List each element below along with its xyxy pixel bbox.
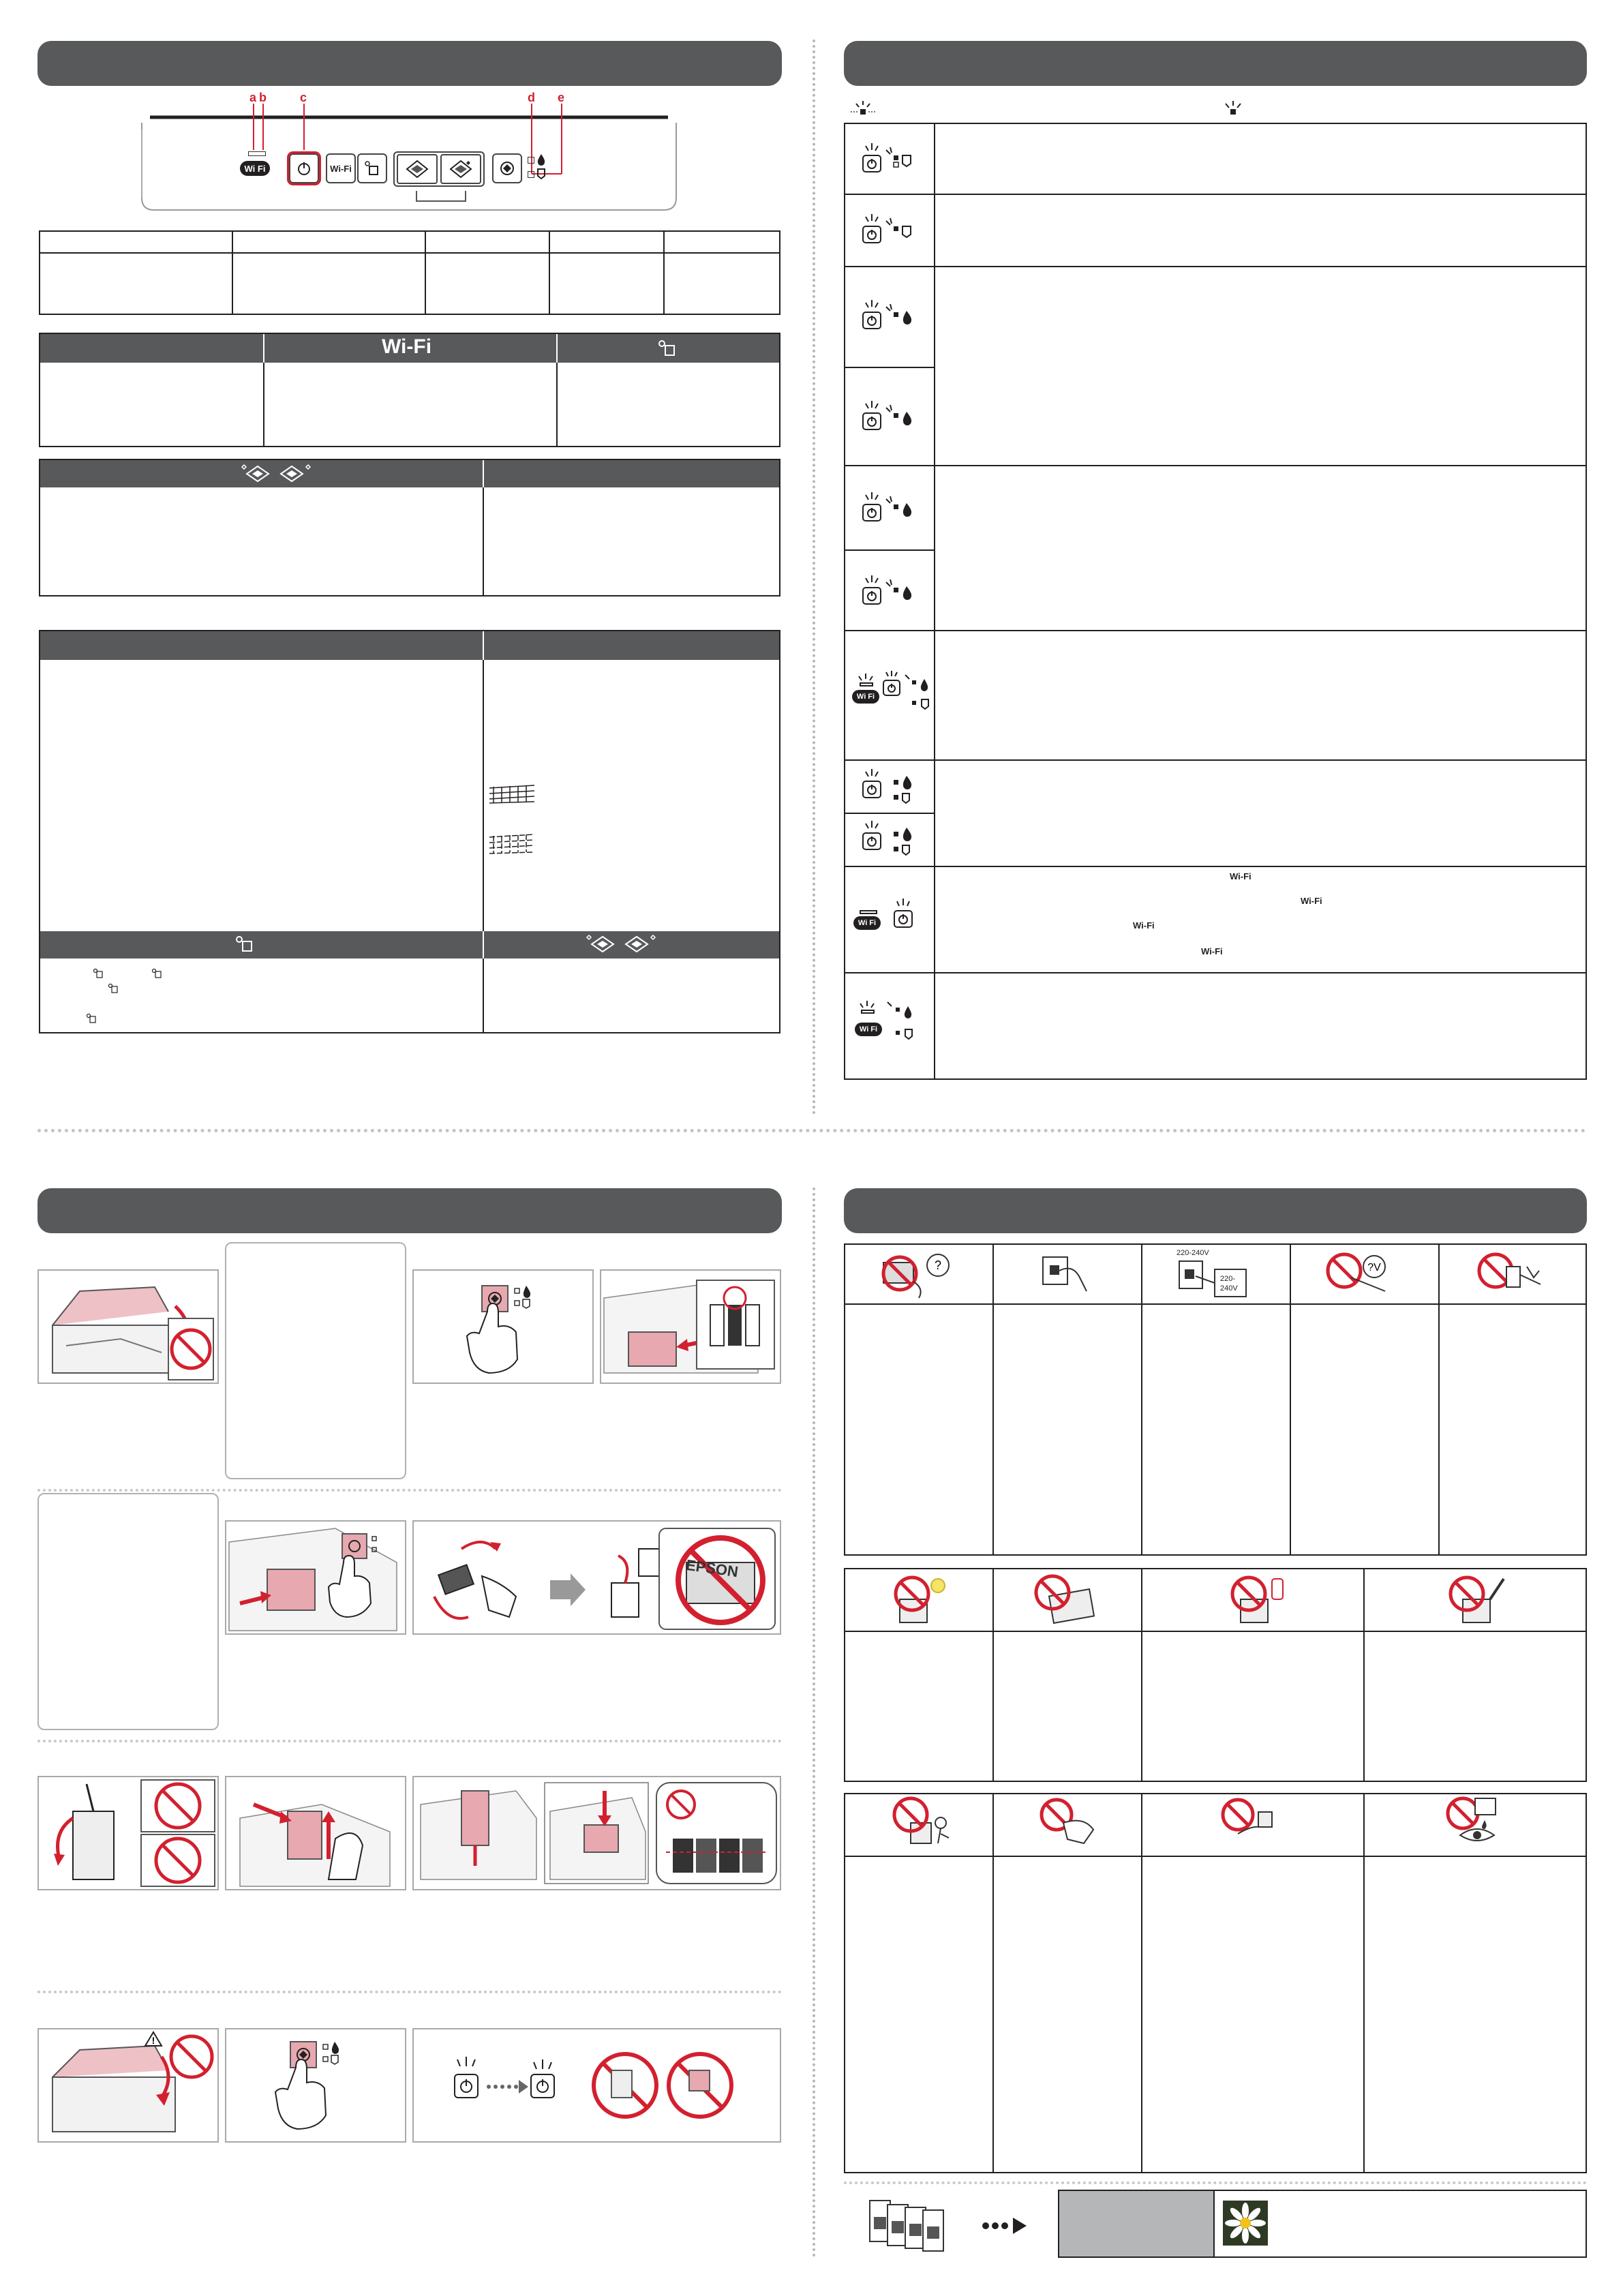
status-wifi-badge: Wi Fi [852, 690, 879, 704]
step-divider [37, 1740, 782, 1742]
paper-light [528, 171, 534, 178]
no-opening-covers-icon [1442, 1572, 1511, 1627]
wifi-logo: Wi Fi [240, 161, 270, 176]
step-open-scanner-illustration [37, 1269, 219, 1384]
voltage-plate-line-2: 240V [1220, 1284, 1238, 1293]
color-copy-icon [449, 160, 472, 179]
paper-icon [536, 168, 546, 180]
cartridge-brand-text: EPSON [684, 1556, 740, 1581]
section-header-safety [844, 1188, 1587, 1233]
unplug-icon [1039, 1250, 1093, 1298]
light-table [39, 230, 780, 315]
power-icon [297, 161, 312, 176]
bottom-divider [844, 2181, 1587, 2184]
step-close-scanner-illustration [37, 2028, 219, 2143]
status-wifi-badge: Wi Fi [853, 916, 881, 930]
status-icon-power-ink [860, 489, 917, 525]
step-divider [37, 1991, 782, 1993]
network-setup-small-icon [108, 983, 119, 994]
arrow-icon [982, 2216, 1036, 2236]
status-icon-power-paper [860, 211, 917, 247]
section-header-replacing-ink [37, 1188, 782, 1233]
safety-table-2-col [1141, 1568, 1142, 1782]
safety-table-2-col [1363, 1568, 1365, 1782]
status-icon-power-ink-paper [860, 766, 917, 809]
label-d: d [528, 91, 535, 104]
label-a: a [249, 91, 257, 104]
copy-icon [240, 464, 315, 484]
stop-icon [500, 161, 515, 176]
voltage-label: 220-240V [1177, 1249, 1209, 1257]
button-table-1-body-col2 [556, 363, 558, 446]
color-copy-button[interactable] [440, 154, 481, 184]
copy-table-body-col [483, 487, 484, 595]
no-shake-cartridge-icon [1217, 1796, 1286, 1850]
operation-table-header [40, 631, 779, 660]
no-tilted-printer-icon [1032, 1572, 1107, 1627]
step-press-stop-illustration [412, 1269, 594, 1384]
status-wifi-text-3: Wi-Fi [1133, 920, 1155, 931]
status-row-sep [844, 866, 1587, 867]
status-icon-wifi-power-ink-paper [856, 671, 934, 719]
status-icon-power-ink [860, 573, 917, 608]
copy-group-bracket [416, 191, 466, 202]
wps-button[interactable] [357, 153, 387, 183]
ink-light [528, 157, 534, 164]
svg-text:?V: ?V [1367, 1262, 1381, 1273]
button-table-1-body-col1 [263, 363, 264, 446]
safety-table-3-col [1363, 1793, 1365, 2173]
safety-table-1-col [1141, 1243, 1142, 1556]
status-row-sep [844, 759, 1587, 761]
network-setup-icon [364, 160, 380, 177]
flashing-light-icon [849, 100, 877, 117]
status-row-subsep [844, 813, 935, 814]
setup-table-header [40, 931, 779, 958]
network-setup-icon [657, 339, 678, 357]
network-setup-small-icon [93, 968, 104, 979]
step-press-stop-again-illustration [225, 2028, 406, 2143]
status-icon-power-ink [860, 297, 917, 333]
safety-table-3-col [1141, 1793, 1142, 2173]
safety-table-1-col [1290, 1243, 1291, 1556]
network-setup-small-icon [151, 968, 162, 979]
safety-table-1-col [992, 1243, 994, 1556]
safety-table-3-header-rule [844, 1856, 1587, 1857]
copy-table-header [40, 460, 779, 487]
svg-text:!: ! [151, 2035, 155, 2046]
safety-table-3-col [992, 1793, 994, 2173]
operation-table [39, 630, 780, 1033]
status-row-sep [844, 630, 1587, 631]
setup-table-col [483, 931, 484, 958]
status-wifi-text-2: Wi-Fi [1301, 896, 1322, 906]
step-remove-tape-illustration [37, 1776, 219, 1890]
status-wifi-badge: Wi Fi [855, 1023, 882, 1036]
status-wifi-text-1: Wi-Fi [1230, 871, 1252, 881]
power-button[interactable] [289, 153, 319, 183]
no-children-icon [883, 1796, 958, 1850]
section-header-error-indicators [844, 41, 1587, 86]
operation-table-col [483, 631, 484, 661]
status-row-sep [844, 266, 1587, 267]
wifi-column-header: Wi-Fi [382, 335, 432, 358]
genuine-ink-divider [1213, 2191, 1215, 2256]
operation-table-body-col [483, 660, 484, 933]
step-insert-cartridge-illustration [225, 1776, 406, 1890]
status-wifi-text-4: Wi-Fi [1201, 946, 1223, 956]
step-seat-cartridge-illustration [412, 1776, 781, 1890]
status-row-sep [844, 465, 1587, 466]
no-cable-damage-icon [1475, 1250, 1550, 1298]
no-flammable-spray-icon [1224, 1572, 1292, 1627]
flower-image [1223, 2201, 1268, 2246]
network-setup-small-icon [86, 1013, 97, 1024]
column-divider-bottom [813, 1188, 815, 2258]
ink-in-eyes-icon [1440, 1796, 1515, 1850]
copy-icon [585, 934, 660, 954]
light-table-col3 [549, 230, 550, 315]
stop-button[interactable] [492, 153, 522, 183]
nozzle-pattern-ok [488, 784, 536, 804]
setup-table-body-col [483, 958, 484, 1032]
label-b: b [259, 91, 267, 104]
step-divider [37, 1489, 782, 1492]
voltage-plate-line-1: 220- [1220, 1275, 1236, 1283]
no-ink-contact-icon [1036, 1796, 1104, 1850]
no-damaged-cord-icon [877, 1248, 958, 1302]
status-row-sep [844, 194, 1587, 195]
status-icon-power-paper [860, 140, 917, 176]
wifi-button[interactable]: Wi-Fi [326, 153, 356, 183]
page-divider [37, 1129, 1586, 1132]
label-e: e [558, 91, 565, 104]
note-box-1 [225, 1242, 406, 1479]
safety-table-2-col [992, 1568, 994, 1782]
column-divider-top [813, 40, 815, 1115]
safety-table-1-header-rule [844, 1303, 1587, 1305]
light-table-col1 [232, 230, 233, 315]
step-wait-power-illustration [412, 2028, 781, 2143]
status-icon-power-ink-paper [860, 818, 917, 860]
safety-table-1-col [1438, 1243, 1440, 1556]
blinking-light-icon [1222, 100, 1245, 117]
no-wet-hands-plug-icon [1324, 1250, 1399, 1298]
label-c: c [300, 91, 307, 104]
light-table-col2 [425, 230, 426, 315]
bw-copy-button[interactable] [397, 154, 438, 184]
genuine-ink-label-area [1059, 2191, 1213, 2256]
ink-cartridges-icon [866, 2196, 954, 2252]
wifi-indicator-light [248, 151, 266, 156]
light-table-col4 [663, 230, 665, 315]
status-row-subsep [844, 367, 935, 368]
no-sunlight-icon [886, 1572, 954, 1627]
light-table-header-rule [39, 252, 780, 254]
status-row-sep [844, 972, 1587, 973]
status-row-subsep [844, 549, 935, 551]
section-header-control-panel [37, 41, 782, 86]
step-cartridge-position-illustration [600, 1269, 781, 1384]
voltage-plug-icon [1177, 1260, 1252, 1301]
step-move-cartridge-illustration [225, 1520, 406, 1635]
network-setup-icon [234, 935, 255, 953]
status-icon-power-ink [860, 398, 917, 434]
note-box-2 [37, 1493, 219, 1730]
safety-table-2-header-rule [844, 1631, 1587, 1632]
copy-icon [406, 160, 429, 179]
svg-text:?: ? [934, 1258, 942, 1272]
nozzle-pattern-bad [488, 833, 536, 856]
ink-drop-icon [536, 153, 546, 166]
